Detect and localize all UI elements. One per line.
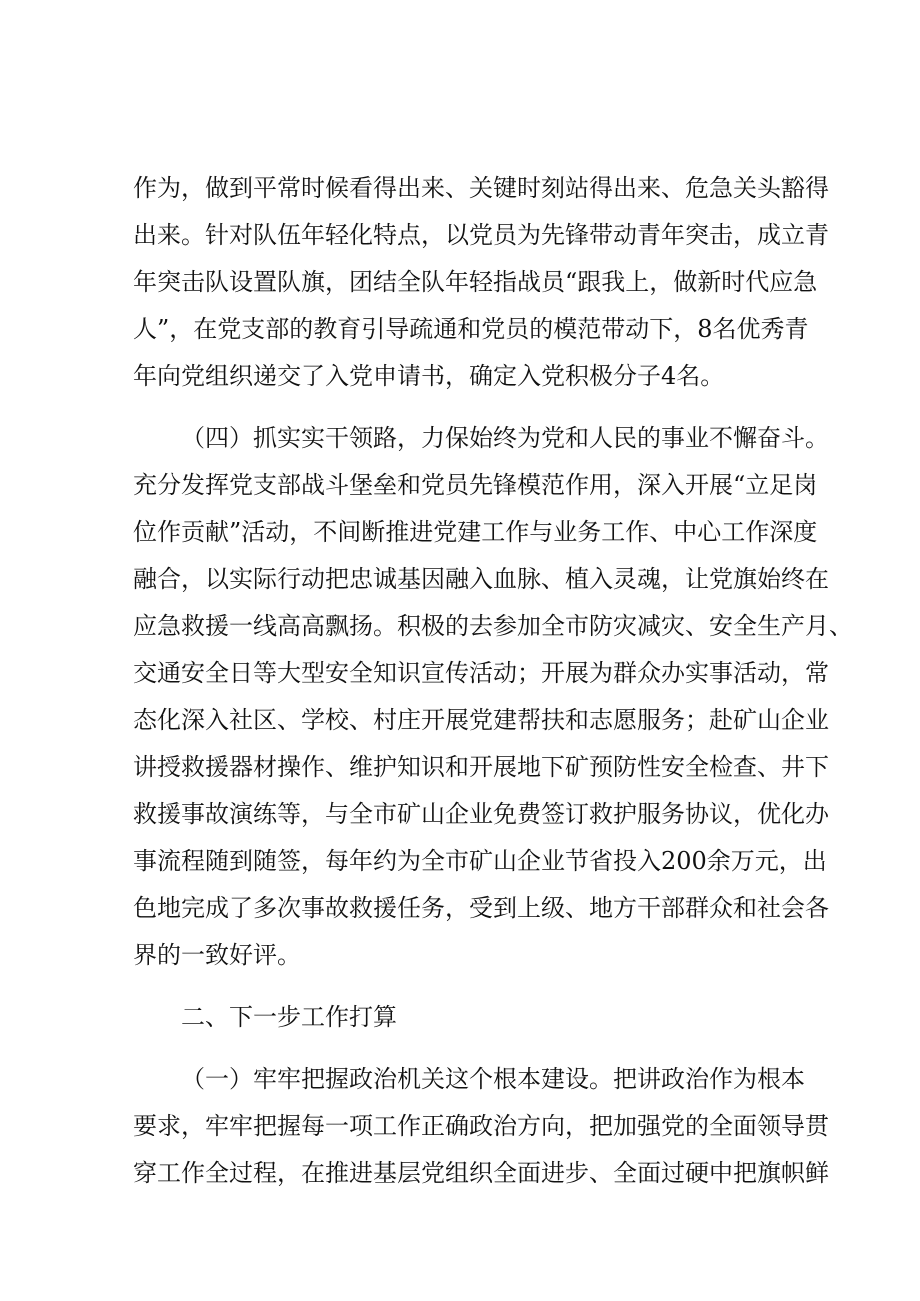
text-line: 作为，做到平常时候看得出来、关键时刻站得出来、危急关头豁得 <box>133 174 829 202</box>
text-line: 融合，以实际行动把忠诚基因融入血脉、植入灵魂，让党旗始终在 <box>133 565 829 593</box>
text-line: （四）抓实实干领路，力保始终为党和人民的事业不懈奋斗。 <box>181 424 829 452</box>
text-line: 救援事故演练等，与全市矿山企业免费签订救护服务协议，优化办 <box>133 800 829 828</box>
text-line: 态化深入社区、学校、村庄开展党建帮扶和志愿服务；赴矿山企业 <box>133 706 829 734</box>
text-line: 穿工作全过程，在推进基层党组织全面进步、全面过硬中把旗帜鲜 <box>133 1159 829 1187</box>
text-line: 界的一致好评。 <box>133 941 301 969</box>
text-line: 年向党组织递交了入党申请书，确定入党积极分子4名。 <box>133 362 725 390</box>
text-line: 交通安全日等大型安全知识宣传活动；开展为群众办实事活动，常 <box>133 659 829 687</box>
text-line: 出来。针对队伍年轻化特点，以党员为先锋带动青年突击，成立青 <box>133 221 829 249</box>
text-line: 要求，牢牢把握每一项工作正确政治方向，把加强党的全面领导贯 <box>133 1112 829 1140</box>
section-heading: 二、下一步工作打算 <box>181 1003 397 1031</box>
text-line: 色地完成了多次事故救援任务，受到上级、地方干部群众和社会各 <box>133 894 829 922</box>
text-line: 讲授救援器材操作、维护知识和开展地下矿预防性安全检查、井下 <box>133 753 829 781</box>
text-line: 年突击队设置队旗，团结全队年轻指战员“跟我上，做新时代应急 <box>133 268 818 296</box>
text-line: 事流程随到随签，每年约为全市矿山企业节省投入200余万元，出 <box>133 847 827 875</box>
text-line: 应急救援一线高高飘扬。积极的去参加全市防灾减灾、安全生产月、 <box>133 612 853 640</box>
text-line: 充分发挥党支部战斗堡垒和党员先锋模范作用，深入开展“立足岗 <box>133 471 818 499</box>
text-line: 位作贡献”活动，不间断推进党建工作与业务工作、中心工作深度 <box>133 518 818 546</box>
text-line: 人”，在党支部的教育引导疏通和党员的模范带动下，8名优秀青 <box>133 315 809 343</box>
text-line: （一）牢牢把握政治机关这个根本建设。把讲政治作为根本 <box>181 1065 805 1093</box>
